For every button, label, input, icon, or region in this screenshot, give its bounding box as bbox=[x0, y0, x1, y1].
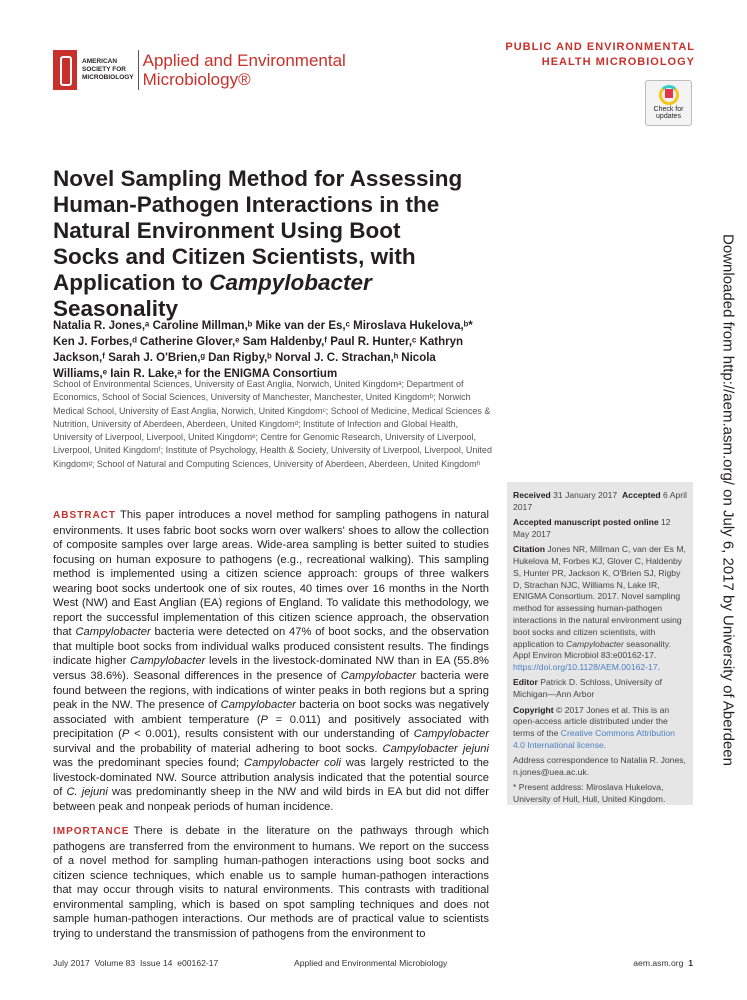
abstract-text: was largely restricted to the livestock-dominated NW. Source attribution analysis indicated that the potential source of bbox=[53, 757, 490, 799]
abstract-text: Campylobacter bbox=[220, 699, 296, 712]
site-link[interactable]: aem.asm.org bbox=[633, 958, 684, 968]
abstract-text: Campylobacter bbox=[130, 655, 206, 668]
logo-divider bbox=[138, 50, 139, 90]
site-page bbox=[633, 958, 693, 968]
citation-text: . bbox=[657, 662, 660, 673]
page-footer bbox=[53, 958, 693, 968]
abstract-text: was predominantly sheep in the NW and wild birds in EA but did not differ between peak and nonpeak periods of human incidence. bbox=[53, 786, 489, 813]
journal-logo bbox=[53, 50, 346, 90]
author-list: Natalia R. Jones,ᵃ Caroline Millman,ᵇ Mike van der Es,ᶜ Miroslava Hukelova,ᵇ* Ken J. Forbes,ᵈ Catherine Glover,ᵉ Sam Haldenby,ᶠ Paul R. Hunter,ᶜ Kathryn Jackson,ᶠ Sarah J. O'Brien,ᵍ Dan Rigby,ᵇ Norval J. C. Strachan,ʰ Nicola Williams,ᵉ Iain R. Lake,ᵃ for the ENIGMA Consortium bbox=[53, 320, 473, 380]
abstract-label: ABSTRACT bbox=[53, 510, 116, 521]
citation-text: Jones NR, Millman C, van der Es M, Hukelova M, Forbes KJ, Glover C, Haldenby S, Hunter PR, Jackson K, O'Brien SJ, Rigby D, Strachan NJC, Williams N, Lake IR, ENIGMA Consortium. 2017. Novel sampling method for assessing human-pathogen interactions in the natural environment using boot socks and citizen scientists, with application to bbox=[513, 544, 686, 649]
journal-name bbox=[143, 51, 346, 89]
title-text: Campylobacter bbox=[209, 270, 372, 295]
section-line: PUBLIC AND ENVIRONMENTAL bbox=[505, 41, 695, 53]
journal-footer: Applied and Environmental Microbiology bbox=[294, 958, 448, 968]
abstract-text: Campylobacter bbox=[340, 670, 417, 683]
citation-text: seasonality. Appl Environ Microbiol 83:e00162-17. bbox=[513, 638, 671, 661]
editor-label: Editor bbox=[513, 677, 538, 688]
dates bbox=[513, 490, 687, 514]
page-number: 1 bbox=[688, 958, 693, 968]
importance-label: IMPORTANCE bbox=[53, 826, 130, 837]
title-text: Seasonality bbox=[53, 296, 179, 321]
abstract-text: levels in the livestock-dominated NW than in EA (55.8% versus 38.6%). Seasonal differences in the presence of bbox=[53, 655, 489, 683]
abstract-text: Campylobacter bbox=[75, 626, 151, 639]
posted bbox=[513, 517, 687, 541]
doi-link[interactable]: https://doi.org/10.1128/AEM.00162-17 bbox=[513, 662, 658, 673]
posted-label: Accepted manuscript posted online bbox=[513, 517, 659, 528]
abstract-text: Campylobacter bbox=[413, 728, 489, 741]
importance bbox=[53, 824, 489, 941]
affiliations: School of Environmental Sciences, University of East Anglia, Norwich, United Kingdomᵃ; Department of Economics, School of Social Sciences, University of Manchester, Manchester, United Kingdomᵇ; Norwich Medical School, University of East Anglia, Norwich, United Kingdomᶜ; School of Medicine, Medical Sciences & Nutrition, University of Aberdeen, Aberdeen, United Kingdomᵈ; Institute of Infection and Global Health, University of Liverpool, Liverpool, United Kingdomᵉ; Centre for Genomic Research, University of Liverpool, Liverpool, United Kingdomᶠ; Institute of Psychology, Health & Society, University of Liverpool, Liverpool, United Kingdomᵍ; School of Natural and Computing Sciences, University of Aberdeen, Aberdeen, United Kingdomʰ bbox=[53, 379, 492, 469]
importance-text: There is debate in the literature on the pathways through which pathogens are transferred from the environment to humans. We report on the success of a novel method for sampling human-pathogen interactions using boot socks and citizen science techniques, which enable us to sample human-pathogen interactions that may occur through visits to natural environments. This contrasts with traditional environmental sampling, which is based on spot sampling techniques and does not sample human-pathogen interactions. Our methods are of practical value to scientists trying to understand the transmission of pathogens from the environment to bbox=[53, 825, 489, 940]
abstract-text: bacteria were found between the regions, with indications of winter peaks in both regions but a spring peak in the NW. The presence of bbox=[53, 670, 489, 712]
copyright bbox=[513, 705, 687, 752]
correspondence: Address correspondence to Natalia R. Jones, n.jones@uea.ac.uk. bbox=[513, 755, 686, 778]
article-title bbox=[53, 166, 473, 322]
section-label bbox=[505, 40, 695, 70]
society-line: AMERICAN bbox=[82, 58, 118, 65]
abstract-text: P bbox=[260, 713, 269, 726]
citation bbox=[513, 544, 687, 674]
abstract-text: P bbox=[121, 728, 130, 741]
license-link[interactable]: Creative Commons Attribution 4.0 International license bbox=[513, 728, 675, 750]
copyright-text: © 2017 Jones et al. This is an open-access article distributed under the terms of the bbox=[513, 704, 670, 739]
abstract-text: = 0.011) and positively associated with precipitation ( bbox=[53, 713, 489, 741]
received-label: Received bbox=[513, 490, 551, 500]
society-name bbox=[82, 58, 134, 82]
check-for-updates-button[interactable] bbox=[645, 80, 692, 126]
abstract-text: Campylobacter coli bbox=[244, 757, 341, 770]
present-address: * Present address: Miroslava Hukelova, University of Hull, Hull, United Kingdom. bbox=[513, 782, 666, 805]
abstract-text: bacteria on boot socks was negatively associated with ambient temperature ( bbox=[53, 699, 489, 726]
editor-name: Patrick D. Schloss, University of Michigan—Ann Arbor bbox=[513, 677, 662, 700]
article-info-sidebar bbox=[507, 482, 693, 805]
section-line: HEALTH MICROBIOLOGY bbox=[541, 56, 695, 68]
abstract-text: was the predominant species found; bbox=[53, 757, 245, 770]
microscope-icon bbox=[53, 50, 77, 90]
abstract bbox=[53, 508, 489, 814]
society-line: MICROBIOLOGY bbox=[82, 74, 134, 81]
accepted-date: 6 April 2017 bbox=[513, 490, 687, 512]
society-line: SOCIETY FOR bbox=[82, 66, 126, 73]
check-label: updates bbox=[656, 113, 681, 120]
download-note: Downloaded from http://aem.asm.org/ on July 6, 2017 by University of Aberdeen bbox=[719, 234, 737, 766]
abstract-text: C. jejuni bbox=[66, 786, 108, 799]
editor bbox=[513, 677, 687, 701]
abstract-text: bacteria were detected on 47% of boot socks, and the observation that multiple boot socks from individual walks produced consistent results. The findings indicate higher bbox=[53, 626, 489, 668]
citation-label: Citation bbox=[513, 544, 545, 555]
copyright-text: . bbox=[603, 739, 607, 750]
received-date: 31 January 2017 bbox=[553, 490, 618, 500]
journal-name-line: Applied and Environmental bbox=[142, 51, 346, 70]
abstract-text: survival and the probability of material adhering to boot socks. bbox=[53, 742, 383, 755]
abstract-text: Campylobacter jejuni bbox=[382, 742, 489, 755]
posted-date: 12 May 2017 bbox=[513, 517, 671, 539]
journal-name-line: Microbiology® bbox=[142, 70, 251, 89]
abstract-text: < 0.001), results consistent with our understanding of bbox=[129, 728, 414, 741]
crossmark-icon bbox=[659, 85, 679, 105]
issue-info: July 2017 Volume 83 Issue 14 e00162-17 bbox=[53, 958, 219, 968]
abstract-text: This paper introduces a novel method for sampling pathogens in natural environments. It uses fabric boot socks worn over walkers' shoes to allow the collection of composite samples over large areas. Wide-area sampling is better suited to studies focusing on human exposure to pathogens (e.g., recreational walking). This sampling method is implemented using a citizen science approach: groups of three walkers wearing boot socks undertook one of six routes, 40 times over 16 months in the North West (NW) and East Anglian (EA) regions of England. To validate this methodology, we report the successful implementation of this citizen science approach, the observation that bbox=[53, 509, 489, 639]
check-label: Check for bbox=[653, 106, 684, 113]
title-text: Novel Sampling Method for Assessing Human-Pathogen Interactions in the Natural Environment Using Boot Socks and Citizen Scientists, with Application to bbox=[53, 166, 463, 295]
citation-text: Campylobacter bbox=[566, 638, 624, 649]
copyright-label: Copyright bbox=[513, 704, 554, 715]
accepted-label: Accepted bbox=[621, 490, 661, 500]
